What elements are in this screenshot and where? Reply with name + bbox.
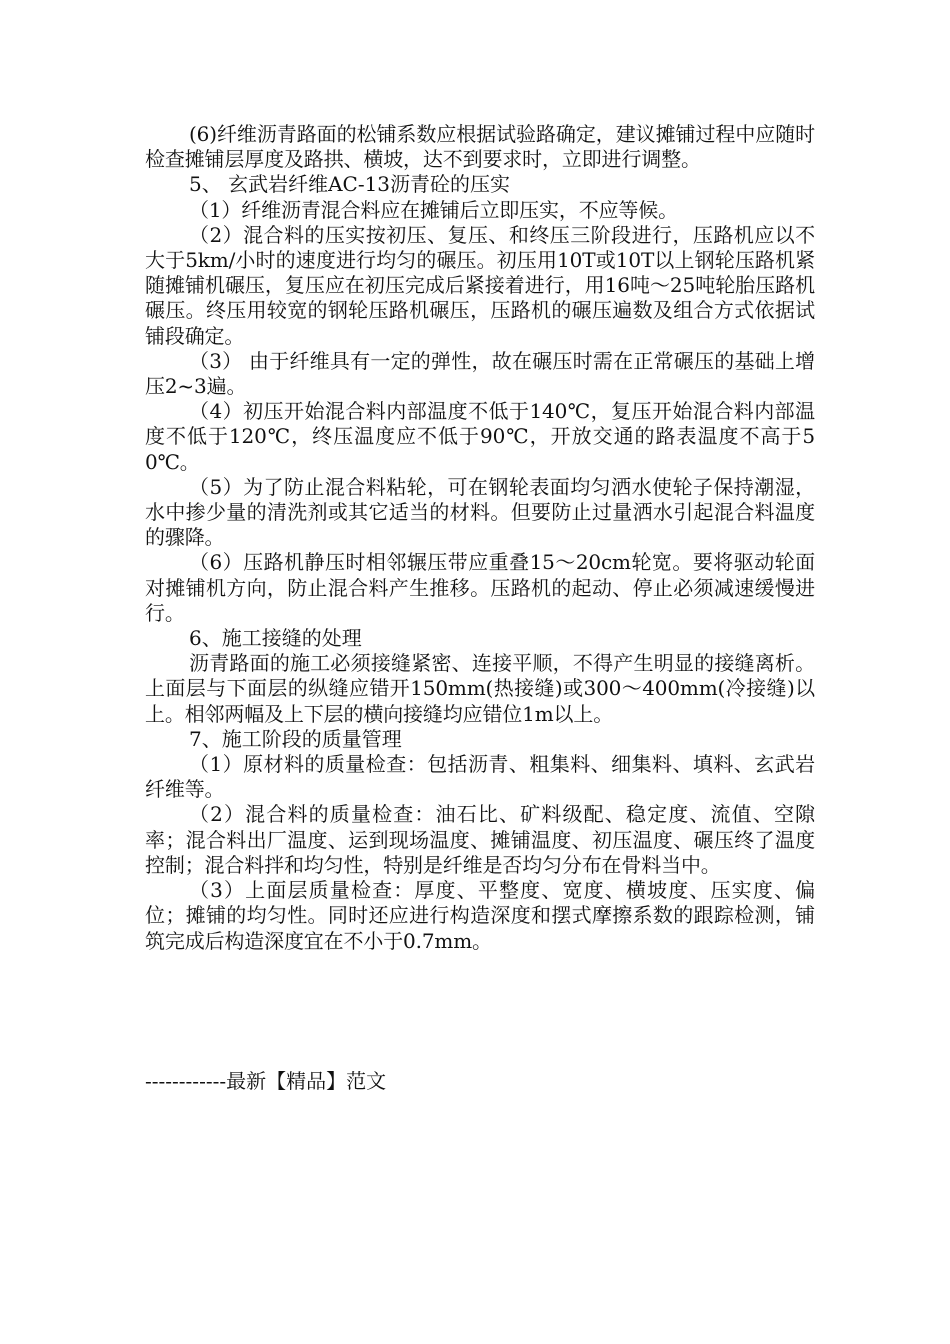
paragraph-joints: 沥青路面的施工必须接缝紧密、连接平顺，不得产生明显的接缝离析。上面层与下面层的纵缝应错开150mm(热接缝)或300～400mm(冷接缝)以上。相邻两幅及上下层的横向接缝均应错位1m以上。 [145,651,815,726]
paragraph-compaction-3: （3） 由于纤维具有一定的弹性，故在碾压时需在正常碾压的基础上增压2~3遍。 [145,348,815,399]
paragraph-compaction-5: （5）为了防止混合料粘轮，可在钢轮表面均匀洒水使轮子保持潮湿，水中掺少量的清洗剂或其它适当的材料。但要防止过量洒水引起混合料温度的骤降。 [145,474,815,550]
section-heading-compaction: 5、 玄武岩纤维AC-13沥青砼的压实 [189,172,511,197]
paragraph-quality-1: （1）原材料的质量检查：包括沥青、粗集料、细集料、填料、玄武岩纤维等。 [145,752,815,802]
section-heading-joints: 6、施工接缝的处理 [189,626,362,651]
document-footer: ------------最新【精品】范文 [145,1069,387,1093]
paragraph-compaction-4: （4）初压开始混合料内部温度不低于140℃，复压开始混合料内部温度不低于120℃，终压温度应不低于90℃，开放交通的路表温度不高于50℃。 [145,399,815,474]
paragraph-compaction-2: （2）混合料的压实按初压、复压、和终压三阶段进行，压路机应以不大于5km/小时的速度进行均匀的碾压。初压用10T或10T以上钢轮压路机紧随摊铺机碾压，复压应在初压完成后紧接着进行，用16吨～25吨轮胎压路机碾压。终压用较宽的钢轮压路机碾压，压路机的碾压遍数及组合方式依据试铺段确定。 [145,222,815,348]
paragraph-quality-2: （2）混合料的质量检查：油石比、矿料级配、稳定度、流值、空隙率；混合料出厂温度、运到现场温度、摊铺温度、初压温度、碾压终了温度控制；混合料拌和均匀性，特别是纤维是否均匀分布在骨料当中。 [145,802,815,877]
paragraph-quality-3: （3）上面层质量检查：厚度、平整度、宽度、横坡度、压实度、偏位；摊铺的均匀性。同时还应进行构造深度和摆式摩擦系数的跟踪检测，铺筑完成后构造深度宜在不小于0.7mm。 [145,878,815,953]
section-heading-quality: 7、施工阶段的质量管理 [189,726,402,751]
paragraph-loose-paving-coefficient: (6)纤维沥青路面的松铺系数应根据试验路确定，建议摊铺过程中应随时检查摊铺层厚度及路拱、横坡，达不到要求时，立即进行调整。 [145,122,815,172]
document-body [145,122,815,954]
paragraph-compaction-6: （6）压路机静压时相邻辗压带应重叠15～20cm轮宽。要将驱动轮面对摊铺机方向，防止混合料产生推移。压路机的起动、停止必须减速缓慢进行。 [145,550,815,625]
paragraph-compaction-1: （1）纤维沥青混合料应在摊铺后立即压实，不应等候。 [189,197,678,222]
